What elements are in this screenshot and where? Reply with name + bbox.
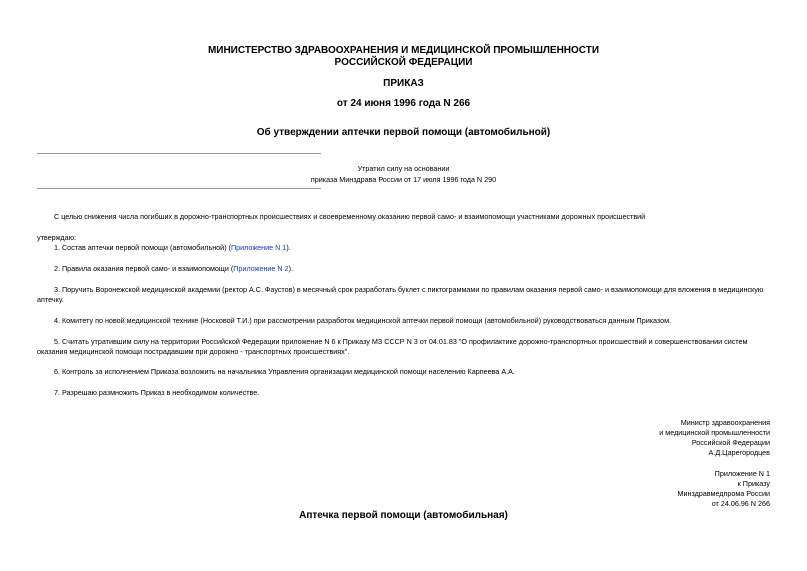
signature-line-3: Российской Федерации [691, 438, 770, 447]
doc-date: от 24 июня 1996 года N 266 [336, 98, 471, 109]
ministry-line-2: РОССИЙСКОЙ ФЕДЕРАЦИИ [334, 57, 473, 68]
preamble: С целью снижения числа погибших в дорожно-транспортных происшествиях и своевременному оказанию первой само- и взаимопомощи участниками дорожных происшествий [54, 212, 646, 221]
appendix-ref-line-3: Минздравмедпрома России [677, 489, 770, 498]
list-item-6: 6. Контроль за исполнением Приказа возложить на начальника Управления организации медицинской помощи населению Карпеева А.А. [54, 367, 515, 376]
approve-label: утверждаю: [37, 233, 77, 242]
ministry-line-1: МИНИСТЕРСТВО ЗДРАВООХРАНЕНИЯ И МЕДИЦИНСКОЙ ПРОМЫШЛЕННОСТИ [207, 45, 600, 56]
status-note-line-2: приказа Минздрава России от 17 июля 1996 года N 290 [310, 175, 497, 184]
list-item-2 [37, 264, 770, 274]
appendix-2-link[interactable]: Приложение N 2 [233, 264, 289, 273]
signature-line-2: и медицинской промышленности [659, 428, 770, 437]
list-item-4: 4. Комитету по новой медицинской технике (Носковой Т.И.) при рассмотрении разработок медицинской аптечки первой помощи (автомобильной) руководствоваться данным Приказом. [54, 316, 672, 325]
appendix-ref-line-4: от 24.06.96 N 266 [711, 499, 770, 508]
divider-bottom [37, 188, 321, 189]
item-2-end: ). [288, 264, 293, 273]
list-item-5: 5. Считать утратившим силу на территории Российской Федерации приложение N 6 к Приказу МЗ СССР N 3 от 04.01.83 "О профилактике дорожно-транспортных происшествий и совершенствовании систем оказания медицинской помощи пострадавшим при дорожно - транспортных происшествиях". [37, 337, 748, 356]
item-1-text: 1. Состав аптечки первой помощи (автомобильной) ( [54, 243, 231, 252]
item-1-end: ). [286, 243, 291, 252]
signature-line-1: Министр здравоохранения [680, 418, 770, 427]
appendix-ref-line-1: Приложение N 1 [714, 469, 770, 478]
appendix-ref-line-2: к Приказу [737, 479, 770, 488]
divider-top [37, 153, 321, 154]
appendix-1-link[interactable]: Приложение N 1 [230, 243, 287, 252]
appendix-reference [677, 469, 770, 509]
list-item-1 [37, 243, 770, 253]
status-note-line-1: Утратил силу на основании [357, 164, 450, 173]
appendix-title: Аптечка первой помощи (автомобильная) [299, 510, 508, 521]
signature-name: А.Д.Царегородцев [708, 448, 770, 457]
list-item-7: 7. Разрешаю размножить Приказ в необходимом количестве. [54, 388, 260, 397]
doc-type: ПРИКАЗ [383, 78, 424, 89]
signature-block [659, 418, 770, 458]
list-item-3: 3. Поручить Воронежской медицинской академии (ректор А.С. Фаустов) в месячный срок разработать буклет с пиктограммами по правилам оказания первой само- и взаимопомощи для вложения в медицинскую аптечку. [37, 285, 764, 304]
page-title: Об утверждении аптечки первой помощи (автомобильной) [256, 127, 551, 138]
item-2-text: 2. Правила оказания первой само- и взаимопомощи ( [54, 264, 234, 273]
